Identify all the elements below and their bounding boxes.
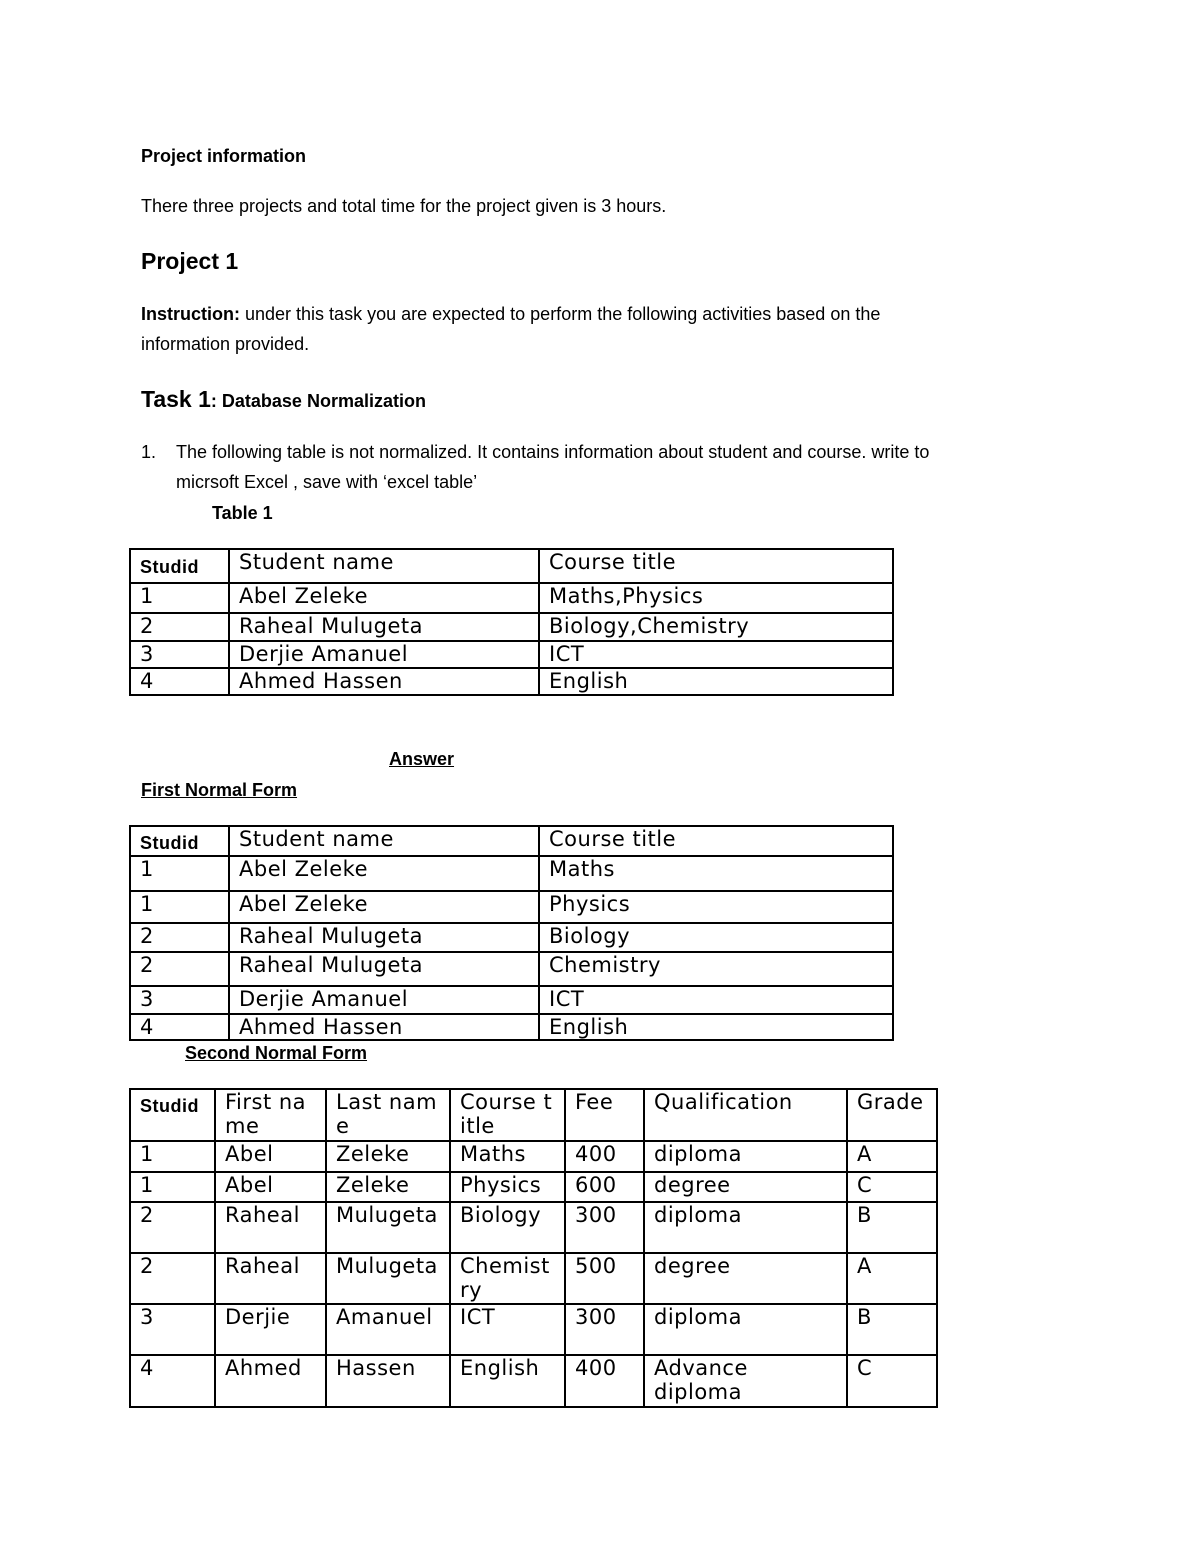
intro-text: There three projects and total time for the project given is 3 hours.	[141, 196, 667, 216]
table-row	[130, 1304, 937, 1355]
table-cell: Raheal Mulugeta	[229, 952, 539, 986]
table-cell: 4	[130, 668, 229, 695]
table1-header-row	[130, 549, 893, 583]
table-cell: Zeleke	[326, 1172, 450, 1202]
question-number: 1.	[141, 442, 157, 462]
second-nf-header-cell: Course title	[450, 1089, 565, 1141]
table-cell: 1	[130, 891, 229, 923]
first-normal-form-table	[129, 825, 894, 1041]
table-cell: 2	[130, 952, 229, 986]
table-row	[130, 1014, 893, 1040]
table-row	[130, 856, 893, 891]
instruction-label: Instruction:	[141, 304, 240, 324]
first-normal-form-title: First Normal Form	[141, 780, 298, 800]
table-cell: Hassen	[326, 1355, 450, 1407]
table-cell: Mulugeta	[326, 1202, 450, 1253]
table-row	[130, 1141, 937, 1172]
table-cell: Mulugeta	[326, 1253, 450, 1304]
second-nf-header-cell: Qualification	[644, 1089, 847, 1141]
second-nf-header-cell: Last name	[326, 1089, 450, 1141]
table-cell: 1	[130, 856, 229, 891]
second-normal-form-table	[129, 1088, 938, 1408]
table-cell: 3	[130, 986, 229, 1014]
table-cell: A	[847, 1141, 937, 1172]
second-nf-header-cell: First name	[215, 1089, 326, 1141]
project-title: Project 1	[141, 248, 239, 274]
table-cell: Ahmed Hassen	[229, 668, 539, 695]
table-cell: Maths,Physics	[539, 583, 893, 613]
table-cell: 1	[130, 583, 229, 613]
table-row	[130, 952, 893, 986]
table-cell: Abel Zeleke	[229, 891, 539, 923]
answer-label: Answer	[389, 749, 455, 769]
table-cell: Ahmed Hassen	[229, 1014, 539, 1040]
table-cell: Amanuel	[326, 1304, 450, 1355]
table-cell: degree	[644, 1172, 847, 1202]
table-row	[130, 986, 893, 1014]
table-cell: 1	[130, 1141, 215, 1172]
table-cell: Ahmed	[215, 1355, 326, 1407]
table-cell: Maths	[450, 1141, 565, 1172]
task-title: : Database Normalization	[210, 391, 426, 411]
table-row	[130, 1172, 937, 1202]
table-cell: 300	[565, 1304, 644, 1355]
table-cell: Physics	[450, 1172, 565, 1202]
table1-header-cell: Course title	[539, 549, 893, 583]
second-nf-header-cell: Grade	[847, 1089, 937, 1141]
table-row	[130, 1202, 937, 1253]
second-nf-header-row	[130, 1089, 937, 1141]
table-cell: 2	[130, 1202, 215, 1253]
table-cell: Chemistry	[450, 1253, 565, 1304]
table-cell: Biology	[539, 923, 893, 952]
table-cell: Physics	[539, 891, 893, 923]
table1-header-cell: Student name	[229, 549, 539, 583]
table-cell: Biology,Chemistry	[539, 613, 893, 641]
first-nf-header-cell: Course title	[539, 826, 893, 856]
table-cell: Zeleke	[326, 1141, 450, 1172]
table-cell: English	[450, 1355, 565, 1407]
table-cell: Biology	[450, 1202, 565, 1253]
table-cell: Raheal	[215, 1202, 326, 1253]
table-cell: Derjie Amanuel	[229, 986, 539, 1014]
heading: Project information	[141, 146, 307, 166]
table-cell: Raheal Mulugeta	[229, 923, 539, 952]
table-cell: Abel	[215, 1141, 326, 1172]
table-cell: B	[847, 1304, 937, 1355]
table-cell: 2	[130, 613, 229, 641]
table-cell: English	[539, 668, 893, 695]
table-cell: 1	[130, 1172, 215, 1202]
table-row	[130, 891, 893, 923]
table-cell: C	[847, 1355, 937, 1407]
table-cell: ICT	[539, 641, 893, 668]
table-row	[130, 613, 893, 641]
first-nf-header-cell: Studid	[130, 826, 229, 856]
table-cell: 300	[565, 1202, 644, 1253]
table-row	[130, 641, 893, 668]
first-nf-header-cell: Student name	[229, 826, 539, 856]
table-cell: 2	[130, 923, 229, 952]
table-cell: Derjie Amanuel	[229, 641, 539, 668]
table-row	[130, 668, 893, 695]
table-cell: Chemistry	[539, 952, 893, 986]
table1	[129, 548, 894, 696]
table-cell: Derjie	[215, 1304, 326, 1355]
table-cell: diploma	[644, 1141, 847, 1172]
table-cell: A	[847, 1253, 937, 1304]
table-cell: Abel	[215, 1172, 326, 1202]
question-line-2: micrsoft Excel , save with ‘excel table’	[176, 472, 478, 492]
second-normal-form-title: Second Normal Form	[185, 1043, 368, 1063]
task-label: Task 1	[141, 386, 211, 412]
second-nf-header-cell: Studid	[130, 1089, 215, 1141]
second-nf-header-cell: Fee	[565, 1089, 644, 1141]
question-line-1: The following table is not normalized. It contains information about student and course. write to	[176, 442, 930, 462]
table-cell: ICT	[450, 1304, 565, 1355]
instruction-line-1	[141, 304, 880, 325]
table-row	[130, 1253, 937, 1304]
table-cell: Abel Zeleke	[229, 856, 539, 891]
table-cell: Advance diploma	[644, 1355, 847, 1407]
table-cell: 400	[565, 1141, 644, 1172]
table-row	[130, 583, 893, 613]
table-cell: 2	[130, 1253, 215, 1304]
table-cell: Maths	[539, 856, 893, 891]
table-cell: 3	[130, 641, 229, 668]
table-cell: diploma	[644, 1202, 847, 1253]
table-cell: 4	[130, 1355, 215, 1407]
table1-caption: Table 1	[212, 503, 273, 523]
task-heading	[141, 386, 426, 413]
table-cell: 4	[130, 1014, 229, 1040]
table-cell: Raheal	[215, 1253, 326, 1304]
instruction-text: under this task you are expected to perform the following activities based on the	[240, 304, 881, 324]
table-row	[130, 923, 893, 952]
table-cell: 3	[130, 1304, 215, 1355]
table-cell: Abel Zeleke	[229, 583, 539, 613]
table-cell: Raheal Mulugeta	[229, 613, 539, 641]
table-cell: 400	[565, 1355, 644, 1407]
table-cell: English	[539, 1014, 893, 1040]
table1-header-cell: Studid	[130, 549, 229, 583]
table-cell: B	[847, 1202, 937, 1253]
table-cell: degree	[644, 1253, 847, 1304]
table-cell: diploma	[644, 1304, 847, 1355]
table-cell: 600	[565, 1172, 644, 1202]
instruction-line-2: information provided.	[141, 334, 310, 354]
table-cell: ICT	[539, 986, 893, 1014]
table-cell: 500	[565, 1253, 644, 1304]
table-cell: C	[847, 1172, 937, 1202]
first-nf-header-row	[130, 826, 893, 856]
table-row	[130, 1355, 937, 1407]
